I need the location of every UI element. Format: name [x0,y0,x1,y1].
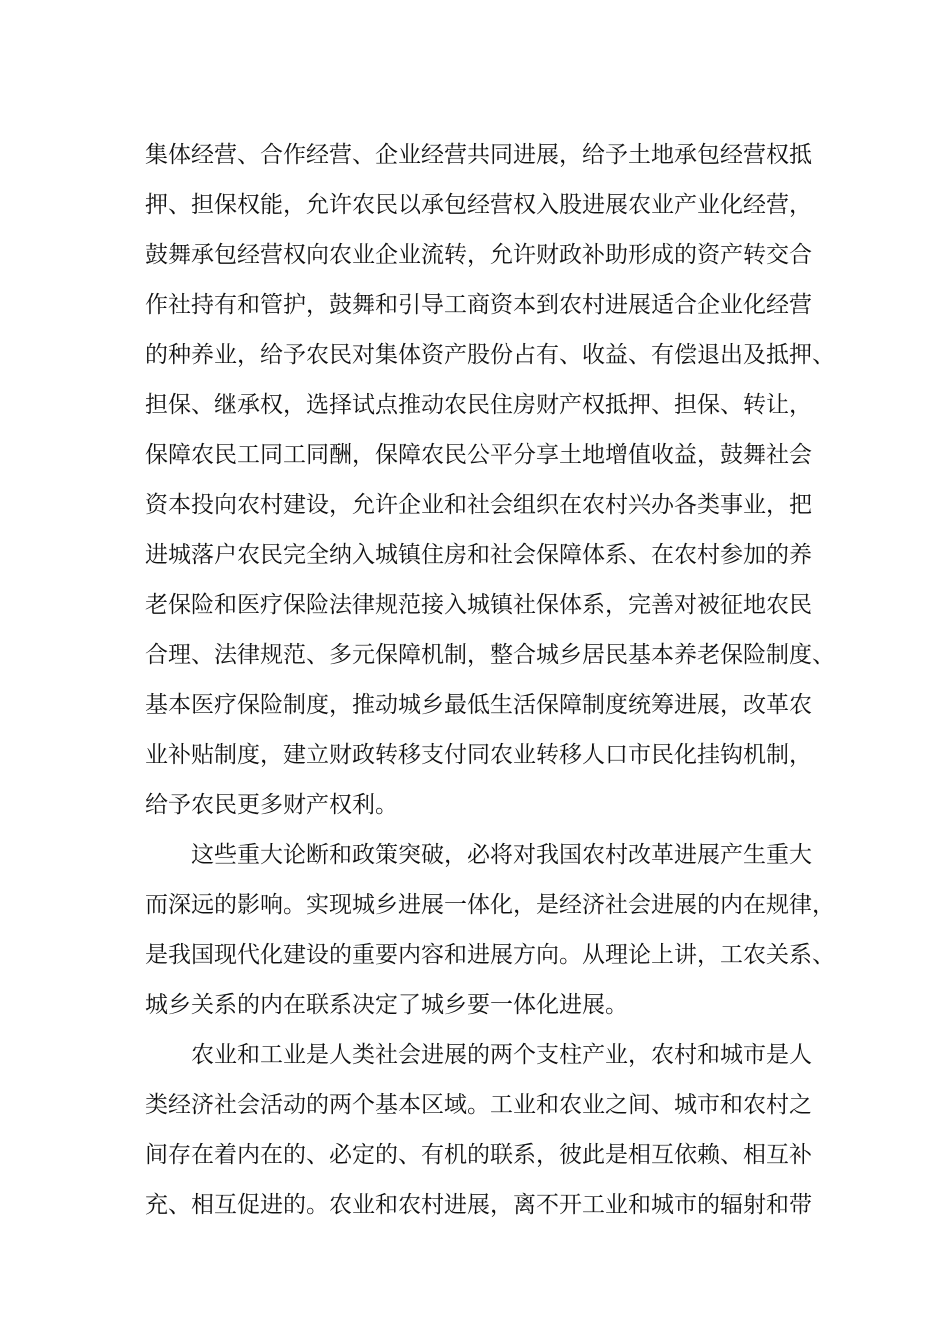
text-line: 担保、继承权，选择试点推动农民住房财产权抵押、担保、转让， [145,392,812,418]
text-line: 农业和工业是人类社会进展的两个支柱产业，农村和城市是人 [191,1042,812,1068]
text-line: 是我国现代化建设的重要内容和进展方向。从理论上讲，工农关系、 [145,942,835,968]
text-line: 合理、法律规范、多元保障机制，整合城乡居民基本养老保险制度、 [145,642,835,668]
text-line: 类经济社会活动的两个基本区域。工业和农业之间、城市和农村之 [145,1092,812,1118]
text-line: 这些重大论断和政策突破，必将对我国农村改革进展产生重大 [191,842,812,868]
text-line: 给予农民更多财产权利。 [145,792,398,818]
body-text [145,130,835,1230]
text-line: 的种养业，给予农民对集体资产股份占有、收益、有偿退出及抵押、 [145,342,835,368]
text-line: 城乡关系的内在联系决定了城乡要一体化进展。 [145,992,628,1018]
text-line: 保障农民工同工同酬，保障农民公平分享土地增值收益，鼓舞社会 [145,442,812,468]
text-line: 作社持有和管护，鼓舞和引导工商资本到农村进展适合企业化经营 [145,292,812,318]
text-line: 间存在着内在的、必定的、有机的联系，彼此是相互依赖、相互补 [145,1142,812,1168]
text-line: 资本投向农村建设，允许企业和社会组织在农村兴办各类事业，把 [145,492,812,518]
text-line: 老保险和医疗保险法律规范接入城镇社保体系，完善对被征地农民 [145,592,812,618]
text-line: 业补贴制度，建立财政转移支付同农业转移人口市民化挂钩机制， [145,742,812,768]
paragraph-1 [145,130,835,830]
paragraph-3 [145,1030,825,1230]
text-line: 基本医疗保险制度，推动城乡最低生活保障制度统筹进展，改革农 [145,692,812,718]
text-line: 充、相互促进的。农业和农村进展，离不开工业和城市的辐射和带 [145,1192,812,1218]
paragraph-2 [145,830,835,1030]
text-line: 集体经营、合作经营、企业经营共同进展，给予土地承包经营权抵 [145,142,812,168]
text-line: 押、担保权能，允许农民以承包经营权入股进展农业产业化经营， [145,192,812,218]
text-line: 而深远的影响。实现城乡进展一体化，是经济社会进展的内在规律， [145,892,835,918]
text-line: 鼓舞承包经营权向农业企业流转，允许财政补助形成的资产转交合 [145,242,812,268]
text-line: 进城落户农民完全纳入城镇住房和社会保障体系、在农村参加的养 [145,542,812,568]
